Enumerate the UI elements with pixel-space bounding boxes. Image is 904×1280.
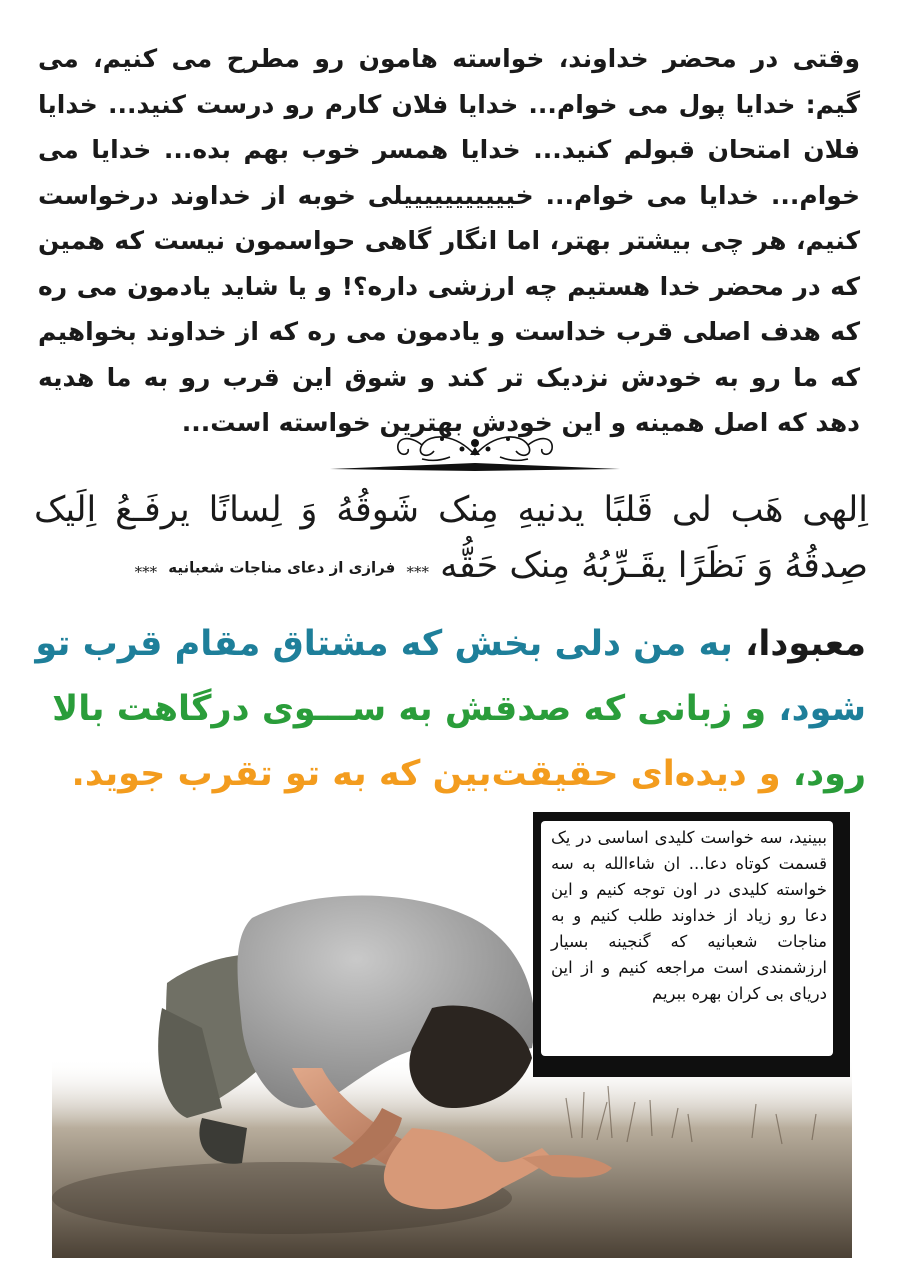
supplication-source: فرازی از دعای مناجات شعبانیه [168,558,396,577]
ornament-divider-icon [330,425,620,473]
note-text: ببینید، سه خواست کلیدی اساسی در یک قسمت کوتاه دعا... ان شاءالله به سه خواسته کلیدی در اون توجه کنیم و این دعا رو زیاد از خداوند طلب کنیم و به مناجات شعبانیه که گنجینه بسیار ارزشمندی است مراجعه کنیم و از این دریای بی کران بهره ببریم [551,828,827,1003]
translation-part-2: و زبانی که صدقش به ســـوی درگاهت بالا رود، [52,689,866,794]
translation-part-1: به من دلی بخش که مشتاق مقام قرب تو شود، [35,624,866,729]
translation-part-3: و دیده‌ای حقیقت‌بین که به تو تقرب جوید. [71,754,781,794]
stars-left: *** [406,563,429,581]
supplication-line-1: اِلهی هَب لی قَلبًا یدنیهِ مِنک شَوقُهُ وَ لِسانًا یرفَـعُ اِلَیک [34,490,868,530]
intro-paragraph: وقتی در محضر خداوند، خواسته هامون رو مطرح می کنیم، می گیم: خدایا پول می خوام... خدایا فلان کارم رو درست کنید... خدایا فلان امتحان قبولم کنید... خدایا همسر خوب بهم بده... خدایا می خوام... خدایا می خوام... خیییییییییییلی خوبه از خداوند درخواست کنیم، هر چی بیشتر بهتر، اما انگار گاهی حواسمون نیست که همین که در محضر خدا هستیم چه ارزشی داره؟! و یا شاید یادمون می ره که هدف اصلی قرب خداست و یادمون می ره که از خداوند بخواهیم که ما رو به خودش نزدیک تر کند و شوق این قرب رو به ما هدیه دهد که اصل همینه و این خودش بهترین خواسته است... [38,44,860,437]
note-card [541,821,833,1056]
supplication-line-2 [34,546,868,586]
stars-right: *** [134,563,158,581]
note-box [533,812,850,1077]
translation [34,612,866,807]
translation-lead: معبودا، [745,624,866,664]
supplication-line-2-text: صِدقُهُ وَ نَظَرًا یقَـرِّبُهُ مِنک حَقُّه [440,546,868,586]
